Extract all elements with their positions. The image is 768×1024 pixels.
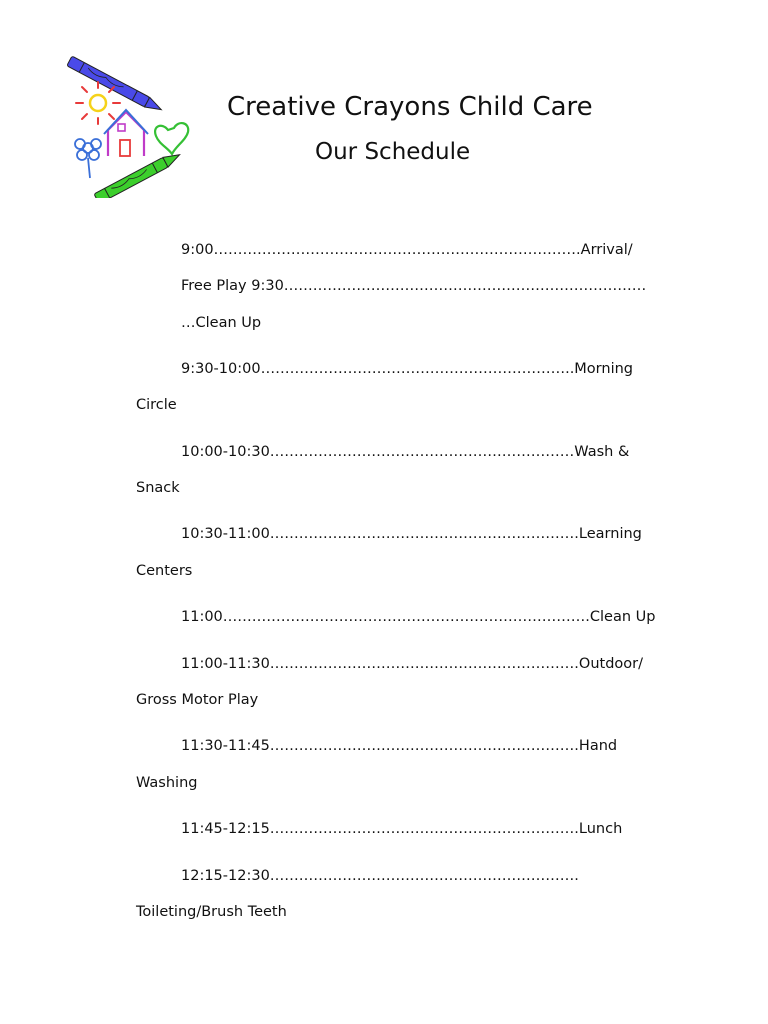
schedule-line: Snack	[136, 480, 180, 496]
schedule-line: 12:15-12:30……………………………………………………….	[181, 868, 579, 884]
schedule-line: Centers	[136, 563, 193, 579]
page-title: Creative Crayons Child Care	[227, 92, 593, 122]
schedule-line: 10:30-11:00……………………………………………………….Learning	[181, 526, 642, 542]
schedule-line: Toileting/Brush Teeth	[136, 904, 287, 920]
schedule-line: 11:30-11:45……………………………………………………….Hand	[181, 738, 618, 754]
schedule-line: Circle	[136, 397, 177, 413]
schedule-line: …Clean Up	[181, 315, 262, 331]
schedule-line: Washing	[136, 775, 198, 791]
schedule-line: Free Play 9:30…………………………………………………………………	[181, 278, 647, 294]
crayon-house-sun-flower-heart-icon	[64, 48, 192, 198]
schedule-line: 11:00-11:30……………………………………………………….Outdoor/	[181, 656, 643, 672]
logo	[64, 48, 192, 198]
schedule-line: 9:00………………………………………………………………….Arrival/	[181, 242, 633, 258]
schedule-line: 9:30-10:00………………………………………………………..Morning	[181, 361, 633, 377]
schedule-line: 10:00-10:30………………………………………………………Wash &	[181, 444, 630, 460]
schedule-line: 11:45-12:15……………………………………………………….Lunch	[181, 821, 623, 837]
page-subtitle: Our Schedule	[315, 139, 471, 165]
schedule-line: Gross Motor Play	[136, 692, 259, 708]
schedule-line: 11:00………………………………………………………………….Clean Up	[181, 609, 656, 625]
